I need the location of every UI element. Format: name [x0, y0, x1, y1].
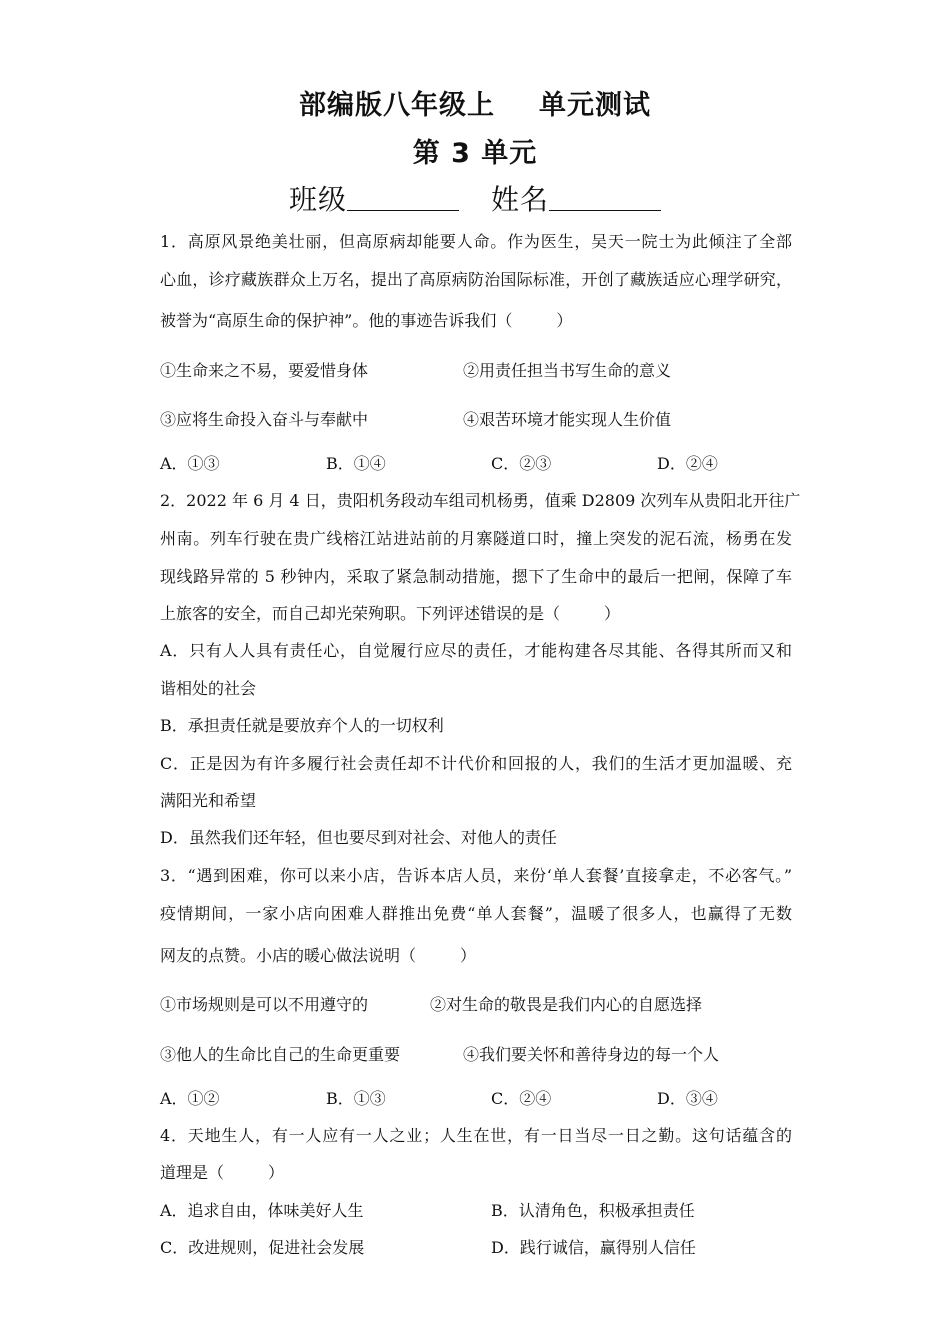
- title-left: 部编版八年级上: [299, 90, 495, 121]
- class-label: 班级: [288, 183, 347, 216]
- q1-option-c[interactable]: C．②③: [491, 454, 552, 473]
- q1-stem-line-1: 1．高原风景绝美壮丽，但高原病却能要人命。作为医生，吴天一院士为此倾注了全部: [160, 232, 792, 251]
- q1-option-a[interactable]: A．①③: [160, 454, 220, 473]
- q3-option-c[interactable]: C．②④: [491, 1089, 552, 1108]
- q4-option-d[interactable]: D．践行诚信，赢得别人信任: [491, 1238, 696, 1257]
- q3-stem-line-1: 3．“遇到困难，你可以来小店，告诉本店人员，来份‘单人套餐’直接拿走，不必客气。”: [160, 866, 792, 885]
- q4-stem-line-1: 4．天地生人，有一人应有一人之业；人生在世，有一日当尽一日之勤。这句话蕴含的: [160, 1126, 792, 1145]
- q2-option-a-line-2[interactable]: 谐相处的社会: [160, 679, 257, 698]
- q3-statement-1: ①市场规则是可以不用遵守的: [160, 995, 369, 1014]
- unit-subtitle: 第 3 单元: [412, 138, 538, 169]
- q1-stem-line-2: 心血，诊疗藏族群众上万名，提出了高原病防治国际标准，开创了藏族适应心理学研究，: [160, 270, 792, 289]
- q3-option-d[interactable]: D．③④: [657, 1089, 718, 1108]
- q1-statement-1: ①生命来之不易，要爱惜身体: [160, 361, 369, 380]
- page-title: [0, 83, 950, 122]
- q3-stem-line-3: 网友的点赞。小店的暖心做法说明（ ）: [160, 946, 477, 965]
- q1-statement-4: ④艰苦环境才能实现人生价值: [463, 410, 672, 429]
- q2-option-d[interactable]: D．虽然我们还年轻，但也要尽到对社会、对他人的责任: [160, 828, 557, 847]
- q3-option-b[interactable]: B．①③: [326, 1089, 386, 1108]
- q2-stem-line-2: 州南。列车行驶在贵广线榕江站进站前的月寨隧道口时，撞上突发的泥石流，杨勇在发: [160, 529, 792, 548]
- q3-statement-4: ④我们要关怀和善待身边的每一个人: [463, 1045, 720, 1064]
- q2-option-a-line-1[interactable]: A．只有人人具有责任心，自觉履行应尽的责任，才能构建各尽其能、各得其所而又和: [160, 641, 792, 660]
- q3-statement-2: ②对生命的敬畏是我们内心的自愿选择: [430, 995, 703, 1014]
- q1-option-b[interactable]: B．①④: [326, 454, 386, 473]
- q4-option-b[interactable]: B．认清角色，积极承担责任: [491, 1201, 695, 1220]
- q2-stem-line-3: 现线路异常的 5 秒钟内，采取了紧急制动措施，摁下了生命中的最后一把闸，保障了车: [160, 567, 792, 586]
- name-label: 姓名: [491, 183, 550, 216]
- q2-option-c-line-2[interactable]: 满阳光和希望: [160, 791, 257, 810]
- q2-option-c-line-1[interactable]: C．正是因为有许多履行社会责任却不计代价和回报的人，我们的生活才更加温暖、充: [160, 754, 792, 773]
- q1-stem-line-3: 被誉为“高原生命的保护神”。他的事迹告诉我们（ ）: [160, 311, 573, 330]
- q3-option-a[interactable]: A．①②: [160, 1089, 220, 1108]
- q1-option-d[interactable]: D．②④: [657, 454, 718, 473]
- student-info: [0, 178, 950, 218]
- name-blank[interactable]: [549, 180, 661, 211]
- q3-stem-line-2: 疫情期间，一家小店向困难人群推出免费“单人套餐”，温暖了很多人，也赢得了无数: [160, 904, 792, 923]
- q1-statement-2: ②用责任担当书写生命的意义: [463, 361, 672, 380]
- class-blank[interactable]: [347, 180, 459, 211]
- q2-option-b[interactable]: B．承担责任就是要放弃个人的一切权利: [160, 716, 444, 735]
- q1-statement-3: ③应将生命投入奋斗与奉献中: [160, 410, 369, 429]
- title-right: 单元测试: [539, 90, 651, 121]
- q4-option-c[interactable]: C．改进规则，促进社会发展: [160, 1238, 365, 1257]
- q2-stem-line-1: 2．2022 年 6 月 4 日，贵阳机务段动车组司机杨勇，值乘 D2809 次列车从贵阳北开往广: [160, 491, 801, 510]
- q4-stem-line-2: 道理是（ ）: [160, 1163, 285, 1182]
- q3-statement-3: ③他人的生命比自己的生命更重要: [160, 1045, 401, 1064]
- q4-option-a[interactable]: A．追求自由，体味美好人生: [160, 1201, 364, 1220]
- q2-stem-line-4: 上旅客的安全，而自己却光荣殉职。下列评述错误的是（ ）: [160, 604, 621, 623]
